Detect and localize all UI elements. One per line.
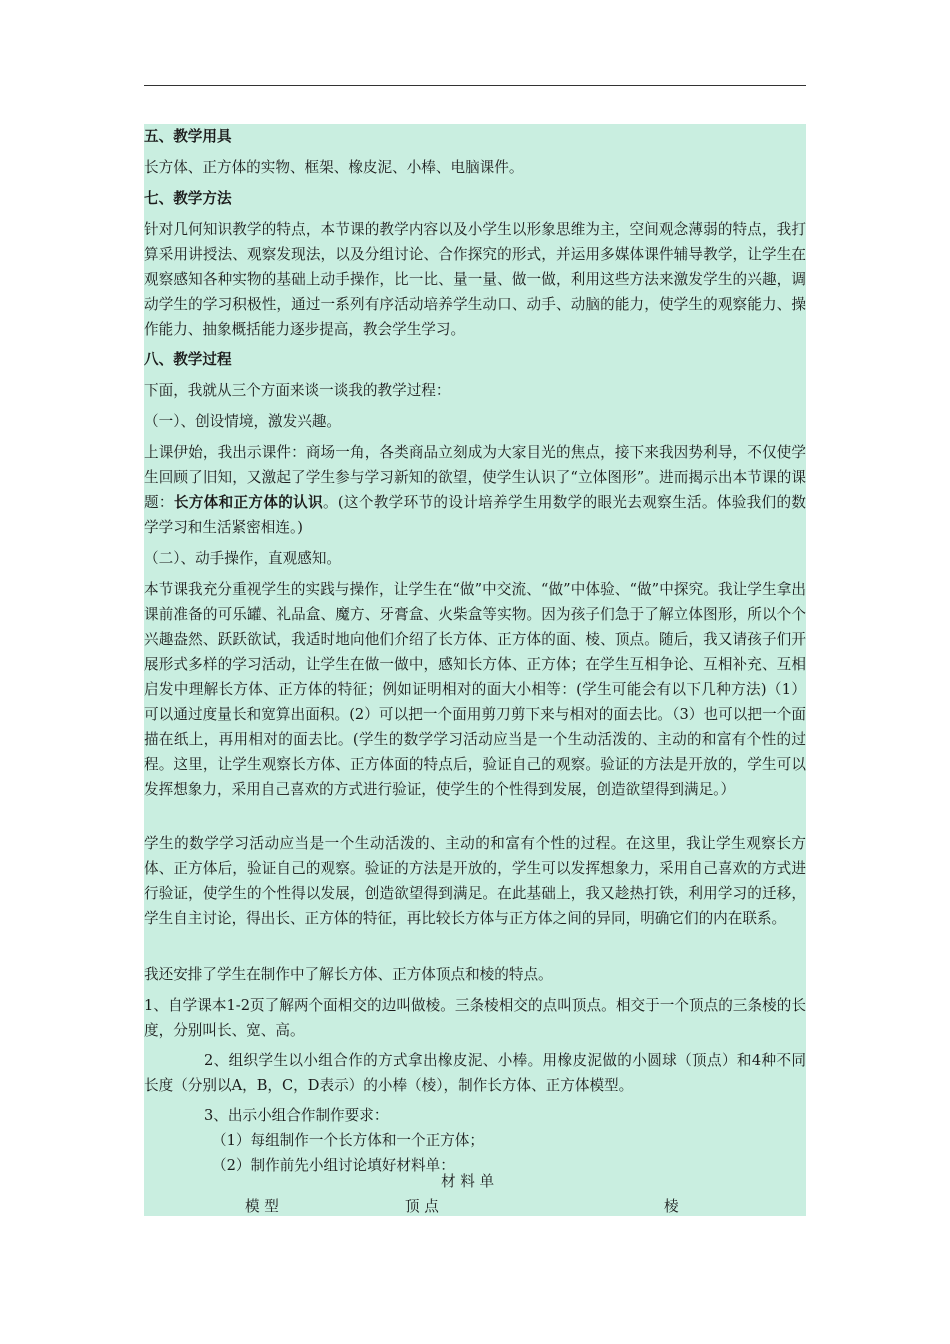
- methods-text: 针对几何知识教学的特点，本节课的教学内容以及小学生以形象思维为主，空间观念薄弱的特点，我打算采用讲授法、观察发现法，以及分组讨论、合作探究的形式，并运用多媒体课件辅导教学，让学生在观察感知各种实物的基础上动手操作，比一比、量一量、做一做，利用这些方法来激发学生的兴趣，调动学生的学习积极性，通过一系列有序活动培养学生动口、动手、动脑的能力，使学生的观察能力、操作能力、抽象概括能力逐步提高，教会学生学习。: [144, 221, 806, 338]
- part1-heading: （一）、创设情境，激发兴趣。: [144, 413, 342, 430]
- table-header-edge: 棱: [664, 1198, 679, 1215]
- tools-text: 长方体、正方体的实物、框架、橡皮泥、小棒、电脑课件。: [144, 159, 524, 176]
- document-body: [144, 124, 806, 1216]
- table-title: 材 料 单: [441, 1173, 495, 1190]
- process-intro: 下面，我就从三个方面来谈一谈我的教学过程：: [144, 382, 451, 399]
- part2-heading: （二）、动手操作，直观感知。: [144, 550, 342, 567]
- header-rule: [144, 85, 806, 86]
- list-item-1: 1、自学课本1-2页了解两个面相交的边叫做棱。三条棱相交的点叫顶点。相交于一个顶点的三条棱的长度，分别叫长、宽、高。: [144, 997, 806, 1039]
- paragraph-4: 我还安排了学生在制作中了解长方体、正方体顶点和棱的特点。: [144, 966, 553, 983]
- part2-text: 本节课我充分重视学生的实践与操作，让学生在“做”中交流、“做”中体验、“做”中探究。我让学生拿出课前准备的可乐罐、礼品盒、魔方、牙膏盒、火柴盒等实物。因为孩子们急于了解立体图形，所以个个兴趣盎然、跃跃欲试，我适时地向他们介绍了长方体、正方体的面、棱、顶点。随后，我又请孩子们开展形式多样的学习活动，让学生在做一做中，感知长方体、正方体；在学生互相争论、互相补充、互相启发中理解长方体、正方体的特征；例如证明相对的面大小相等：(学生可能会有以下几种方法)（1）可以通过度量长和宽算出面积。(2）可以把一个面用剪刀剪下来与相对的面去比。（3）也可以把一个面描在纸上，再用相对的面去比。(学生的数学学习活动应当是一个生动活泼的、主动的和富有个性的过程。这里，让学生观察长方体、正方体面的特点后，验证自己的观察。验证的方法是开放的，学生可以发挥想象力，采用自己喜欢的方式进行验证，使学生的个性得到发展，创造欲望得到满足。）: [144, 581, 806, 798]
- section-heading-methods: 七、教学方法: [144, 190, 232, 207]
- section-heading-tools: 五、教学用具: [144, 128, 232, 145]
- paragraph-3: 学生的数学学习活动应当是一个生动活泼的、主动的和富有个性的过程。在这里，我让学生观察长方体、正方体后，验证自己的观察。验证的方法是开放的，学生可以发挥想象力，采用自己喜欢的方式进行验证，使学生的个性得以发展，创造欲望得到满足。在此基础上，我又趁热打铁，利用学习的迁移，学生自主讨论，得出长、正方体的特征，再比较长方体与正方体之间的异同，明确它们的内在联系。: [144, 835, 806, 927]
- part1-text: 上课伊始，我出示课件：商场一角，各类商品立刻成为大家目光的焦点，接下来我因势利导，不仅使学生回顾了旧知，又激起了学生参与学习新知的欲望，使学生认识了“立体图形”。进而揭示出本节课的课题：长方体和正方体的认识。(这个教学环节的设计培养学生用数学的眼光去观察生活。体验我们的数学学习和生活紧密相连。): [144, 444, 806, 536]
- list-item-2: 2、组织学生以小组合作的方式拿出橡皮泥、小棒。用橡皮泥做的小圆球（顶点）和4种不同长度（分别以A，B，C，D表示）的小棒（棱），制作长方体、正方体模型。: [144, 1052, 806, 1094]
- table-header-model: 模 型: [245, 1198, 279, 1215]
- requirement-1: （1）每组制作一个长方体和一个正方体；: [212, 1132, 484, 1149]
- lesson-title: 长方体和正方体的认识: [173, 494, 323, 511]
- table-header-vertex: 顶 点: [405, 1198, 439, 1215]
- requirement-2: （2）制作前先小组讨论填好材料单：: [212, 1157, 455, 1174]
- list-item-3: 3、出示小组合作制作要求：: [204, 1107, 389, 1124]
- section-heading-process: 八、教学过程: [144, 351, 232, 368]
